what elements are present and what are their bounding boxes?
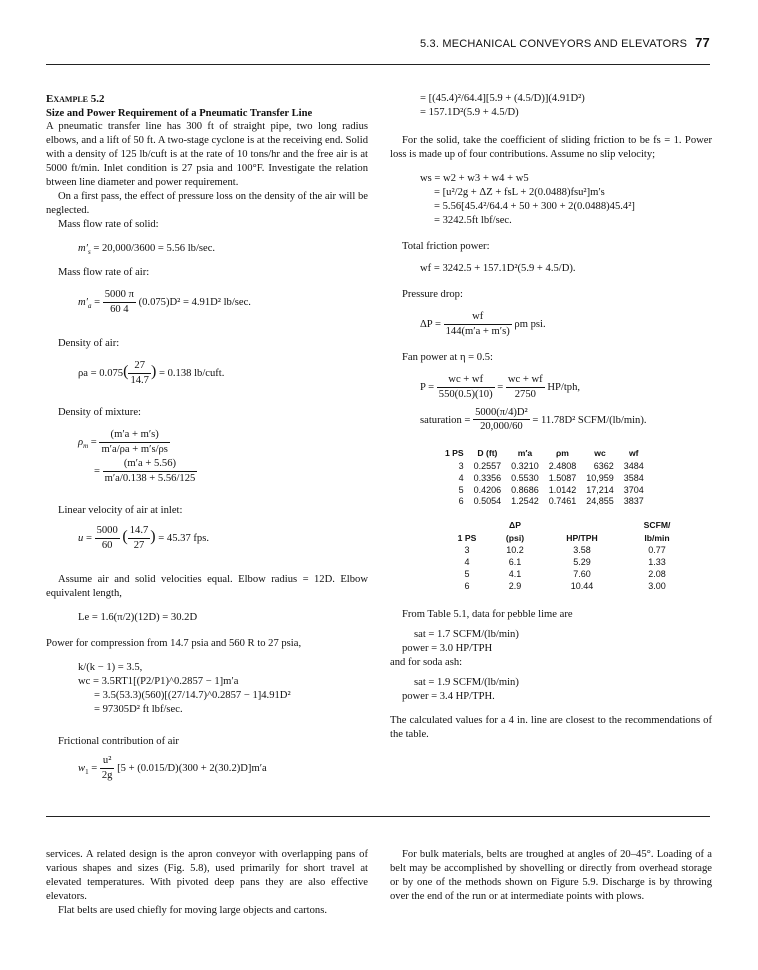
mass-air-label: Mass flow rate of air:	[58, 267, 150, 279]
compression-eq-4: = 97305D² ft lbf/sec.	[94, 703, 183, 715]
section-title: 5.3. MECHANICAL CONVEYORS AND ELEVATORS	[419, 38, 688, 50]
density-mix-equation-1: $\rho_m$ = $\frac{(m'a + m's)}{m'a/\rho a + m's/\rho s}$	[78, 428, 168, 455]
velocity-equation: u = $\frac{5000}{60}$ ( $\frac{14.7}{27}$ ) = 45.37 fps.	[78, 524, 209, 551]
table-header: 1 PS	[457, 532, 477, 543]
body-paragraph: For bulk materials, belts are troughed at angles of 20–45°. Loading of a belt may be accomplished by shovelling or directly from overhead storage or by one of the methods shown on Figure 5.9. Discharge is by throwing over the end of the run or at intermediate points with plows.	[390, 849, 712, 902]
body-paragraph: Flat belts are used chiefly for moving large objects and cartons.	[58, 904, 327, 916]
table-header: wc	[594, 448, 606, 459]
frictional-label: Frictional contribution of air	[58, 735, 179, 747]
table-header: lb/min	[644, 532, 670, 543]
page-number: 77	[695, 35, 710, 50]
table-header: ρm	[555, 448, 569, 459]
density-mix-label: Density of mixture:	[58, 407, 141, 419]
ws-eq-3: = 5.56[45.4²/64.4 + 50 + 300 + 2(0.0488)45.4²]	[434, 200, 635, 212]
body-right-column	[390, 848, 712, 904]
wf-equation: wf = 3242.5 + 157.1D²(5.9 + 4.5/D).	[420, 262, 576, 274]
conclusion-text: The calculated values for a 4 in. line are closest to the recommendations of the table.	[390, 715, 712, 741]
body-left-column	[46, 848, 368, 918]
solid-friction-text: For the solid, take the coefficient of sliding friction to be fs = 1. Power loss is made up of four contributions. Assume no slip velocity;	[390, 134, 712, 160]
results-table-1	[440, 448, 649, 508]
pressure-drop-label: Pressure drop:	[402, 288, 463, 300]
compression-eq-3: = 3.5(53.3)(560)[(27/14.7)^0.2857 − 1]4.91D²	[94, 689, 291, 701]
pebble-sat: sat = 1.7 SCFM/(lb/min)	[414, 629, 519, 641]
example-title: Example 5.2	[46, 93, 105, 105]
compression-label: Power for compression from 14.7 psia and 560 R to 27 psia,	[46, 637, 302, 649]
elbow-equation: Le = 1.6(π/2)(12D) = 30.2D	[78, 611, 198, 623]
ws-eq-4: = 3242.5ft lbf/sec.	[434, 214, 512, 226]
ws-eq-1: ws = w2 + w3 + w4 + w5	[420, 172, 529, 184]
compression-eq-2: wc = 3.5RT1[(P2/P1)^0.2857 − 1]m′a	[78, 675, 239, 687]
mass-solid-equation: $m'_s = 20,000/3600 = 5.56$ lb/sec.	[78, 243, 216, 257]
density-air-label: Density of air:	[58, 338, 120, 350]
soda-ash-label: and for soda ash:	[390, 657, 463, 669]
table-header-row	[440, 448, 649, 460]
example-subtitle: Size and Power Requirement of a Pneumatic Transfer Line	[46, 107, 313, 119]
table-row: 5 0.4206 0.8686 1.0142 17,214 3704	[458, 484, 644, 495]
first-pass-text: On a first pass, the effect of pressure loss on the density of the air will be neglected.	[46, 191, 368, 217]
velocity-label: Linear velocity of air at inlet:	[58, 504, 183, 516]
example-left-column	[46, 92, 368, 783]
table-row: 3 10.2 3.58 0.77	[464, 544, 666, 555]
pebble-power: power = 3.0 HP/TPH	[402, 643, 493, 655]
assume-text: Assume air and solid velocities equal. Elbow radius = 12D. Elbow equivalent length,	[46, 573, 368, 599]
table-row: 4 6.1 5.29 1.33	[464, 556, 666, 567]
table-header: (psi)	[505, 532, 525, 543]
mass-air-equation: $m'_a$ = $\frac{5000 \pi}{60 4}$ (0.075)D² = 4.91D² lb/sec.	[78, 289, 251, 316]
density-air-equation: ρa = 0.075( $\frac{27}{14.7}$ ) = 0.138 lb/cuft.	[78, 360, 225, 387]
table-header: HP/TPH	[566, 532, 598, 543]
w1-equation: $w_1$ = $\frac{\text{u²}}{2g}$ [5 + (0.015/D)(300 + 2(30.2)D]m′a	[78, 755, 267, 782]
ws-eq-2: = [u²/2g + ΔZ + fsL + 2(0.0488)fsu²]m′s	[434, 186, 605, 198]
compression-eq-1: k/(k − 1) = 3.5,	[78, 661, 143, 673]
running-header	[370, 34, 710, 52]
density-mix-equation-2: = $\frac{(m'a + 5.56)}{m'a/0.138 + 5.56/125}$	[94, 457, 196, 484]
fan-power-equation: P = $\frac{wc + wf}{550(0.5)(10)}$ = $\frac{wc + wf}{2750}$ HP/tph,	[420, 373, 581, 400]
fan-power-label: Fan power at η = 0.5:	[402, 351, 493, 363]
table-header: D (ft)	[477, 448, 498, 459]
top-rule	[46, 64, 710, 65]
mass-solid-label: Mass flow rate of solid:	[58, 219, 159, 231]
table-header-row: ΔP SCFM/	[509, 520, 671, 531]
table-row: 4 0.3356 0.5530 1.5087 10,959 3584	[458, 472, 644, 483]
body-paragraph: services. A related design is the apron conveyor with overlapping pans of various shapes and sizes (Fig. 5.8), used primarily for short travel at elevated temperatures. With pivoted deep pans they are also effective elevators.	[46, 849, 368, 902]
example-intro: A pneumatic transfer line has 300 ft of straight pipe, two long radius elbows, and a lift of 50 ft. A two-stage cyclone is at the receiving end. Solid with a density of 125 lb/cuft is at the rate of 10 tons/hr and the free air is at 5000 ft/min. Inlet condition is 27 psia and 100°F. Investigate the relation btween line diameter and power requirement.	[46, 121, 368, 189]
table-header: wf	[629, 448, 639, 459]
table-header-row	[446, 533, 692, 545]
table-row: 6 2.9 10.44 3.00	[464, 580, 666, 591]
table-header: m′a	[517, 448, 533, 459]
total-friction-label: Total friction power:	[402, 240, 490, 252]
eq-continued-2: = 157.1D²(5.9 + 4.5/D)	[420, 106, 519, 118]
soda-sat: sat = 1.9 SCFM/(lb/min)	[414, 677, 519, 689]
table-row: 6 0.5054 1.2542 0.7461 24,855 3837	[458, 496, 644, 507]
results-table-2	[446, 520, 692, 592]
bottom-rule	[46, 816, 710, 817]
soda-power: power = 3.4 HP/TPH.	[402, 691, 495, 703]
saturation-equation: saturation = $\frac{\text{5000(π/4)D²}}{20,000/60}$ = 11.78D² SCFM/(lb/min).	[420, 406, 647, 433]
table-row: 3 0.2557 0.3210 2.4808 6362 3484	[458, 460, 644, 471]
pressure-drop-equation: ΔP = $\frac{wf}{144(m'a + m's)}$ ρm psi.	[420, 310, 546, 337]
table-row: 5 4.1 7.60 2.08	[464, 568, 666, 579]
example-right-column	[390, 92, 712, 742]
eq-continued-1: = [(45.4)²/64.4][5.9 + (4.5/D)](4.91D²)	[420, 93, 585, 104]
pebble-lime-label: From Table 5.1, data for pebble lime are	[402, 609, 573, 621]
table-header: 1 PS	[445, 448, 464, 459]
